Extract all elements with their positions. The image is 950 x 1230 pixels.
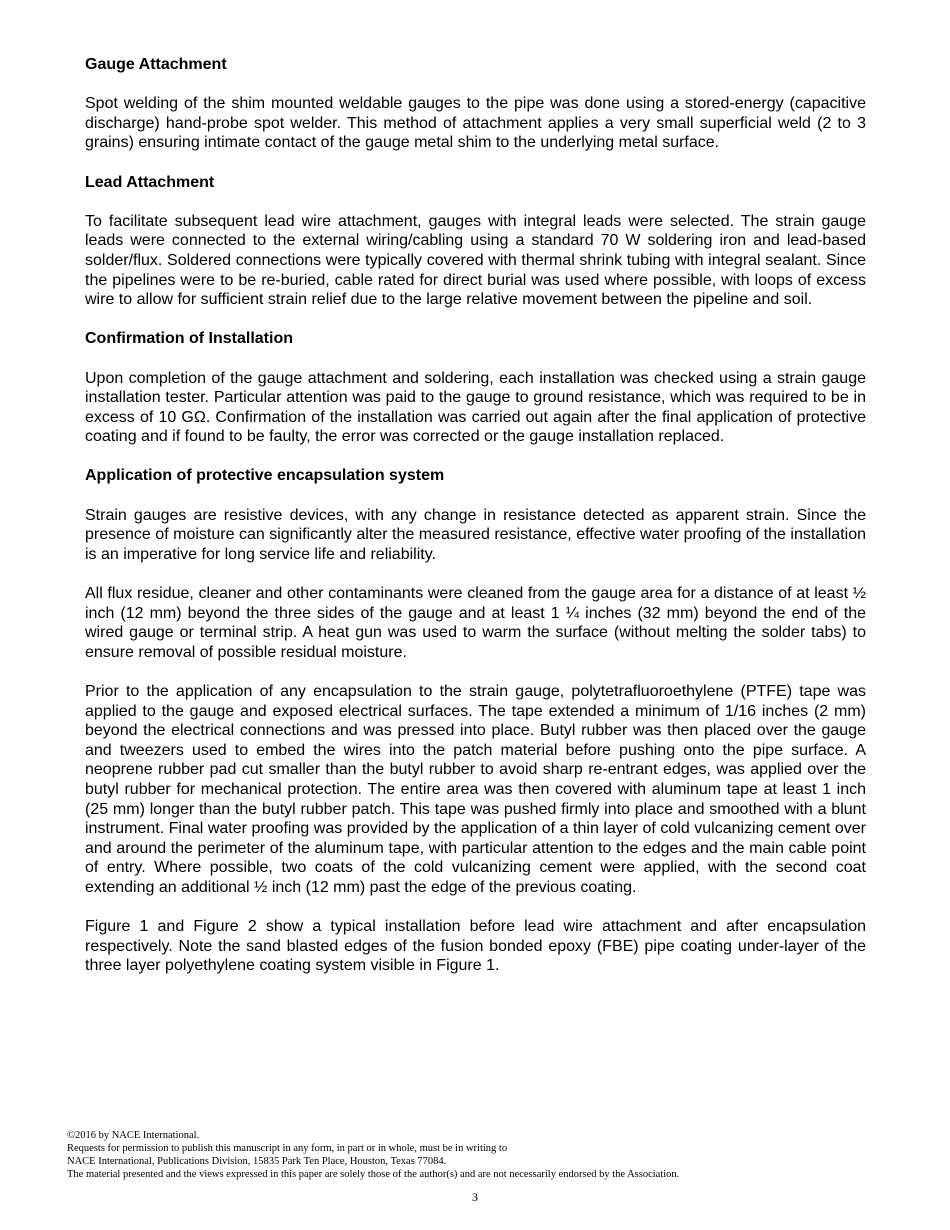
document-body (85, 55, 866, 976)
footer-line-copyright: ©2016 by NACE International. (67, 1130, 200, 1141)
paragraph: Upon completion of the gauge attachment and soldering, each installation was checked using a strain gauge installation tester. Particular attention was paid to the gauge to ground resistance, which was required to be in excess of 10 GΩ. Confirmation of the installation was carried out again after the final application of protective coating and if found to be faulty, the error was corrected or the gauge installation replaced. (85, 369, 866, 446)
section-heading-lead-attachment: Lead Attachment (85, 173, 215, 191)
copyright-footer (67, 1129, 887, 1181)
section-heading-confirmation-of-installation: Confirmation of Installation (85, 330, 293, 348)
footer-line-address: NACE International, Publications Division, 15835 Park Ten Place, Houston, Texas 77084. (67, 1156, 447, 1167)
section-heading-protective-encapsulation: Application of protective encapsulation system (85, 467, 445, 485)
page-number: 3 (472, 1190, 478, 1204)
footer-line-disclaimer: The material presented and the views expressed in this paper are solely those of the author(s) and are not necessarily endorsed by the Association. (67, 1169, 680, 1180)
paragraph: Figure 1 and Figure 2 show a typical installation before lead wire attachment and after encapsulation respectively. Note the sand blasted edges of the fusion bonded epoxy (FBE) pipe coating under-layer of the three layer polyethylene coating system visible in Figure 1. (85, 918, 866, 975)
paragraph: Prior to the application of any encapsulation to the strain gauge, polytetrafluoroethylene (PTFE) tape was applied to the gauge and exposed electrical surfaces. The tape extended a minimum of 1/16 inches (2 mm) beyond the electrical connections and was pressed into place. Butyl rubber was then placed over the gauge and tweezers used to embed the wires into the patch material before pushing onto the pipe surface. A neoprene rubber pad cut smaller than the butyl rubber to avoid sharp re-entrant edges, was applied over the butyl rubber for mechanical protection. The entire area was then covered with aluminum tape at least 1 inch (25 mm) longer than the butyl rubber patch. This tape was pushed firmly into place and smoothed with a blunt instrument. Final water proofing was provided by the application of a thin layer of cold vulcanizing cement over and around the perimeter of the aluminum tape, with particular attention to the edges and the main cable point of entry. Where possible, two coats of the cold vulcanizing cement were applied, with the second coat extending an additional ½ inch (12 mm) past the edge of the previous coating. (85, 683, 866, 896)
paragraph: Spot welding of the shim mounted weldable gauges to the pipe was done using a stored-energy (capacitive discharge) hand-probe spot welder. This method of attachment applies a very small superficial weld (2 to 3 grains) ensuring intimate contact of the gauge metal shim to the underlying metal surface. (85, 95, 866, 152)
paragraph: To facilitate subsequent lead wire attachment, gauges with integral leads were selected. The strain gauge leads were connected to the external wiring/cabling using a standard 70 W soldering iron and lead-based solder/flux. Soldered connections were typically covered with thermal shrink tubing with integral sealant. Since the pipelines were to be re-buried, cable rated for direct burial was used where possible, with loops of excess wire to allow for sufficient strain relief due to the large relative movement between the pipeline and soil. (85, 212, 866, 309)
paragraph: Strain gauges are resistive devices, with any change in resistance detected as apparent strain. Since the presence of moisture can significantly alter the measured resistance, effective water proofing of the installation is an imperative for long service life and reliability. (85, 506, 866, 563)
paragraph: All flux residue, cleaner and other contaminants were cleaned from the gauge area for a distance of at least ½ inch (12 mm) beyond the three sides of the gauge and at least 1 ¼ inches (32 mm) beyond the end of the wired gauge or terminal strip. A heat gun was used to warm the surface (without melting the solder tabs) to ensure removal of possible residual moisture. (85, 585, 866, 661)
footer-line-permission: Requests for permission to publish this manuscript in any form, in part or in whole, must be in writing to (67, 1143, 508, 1154)
section-heading-gauge-attachment: Gauge Attachment (85, 56, 227, 73)
